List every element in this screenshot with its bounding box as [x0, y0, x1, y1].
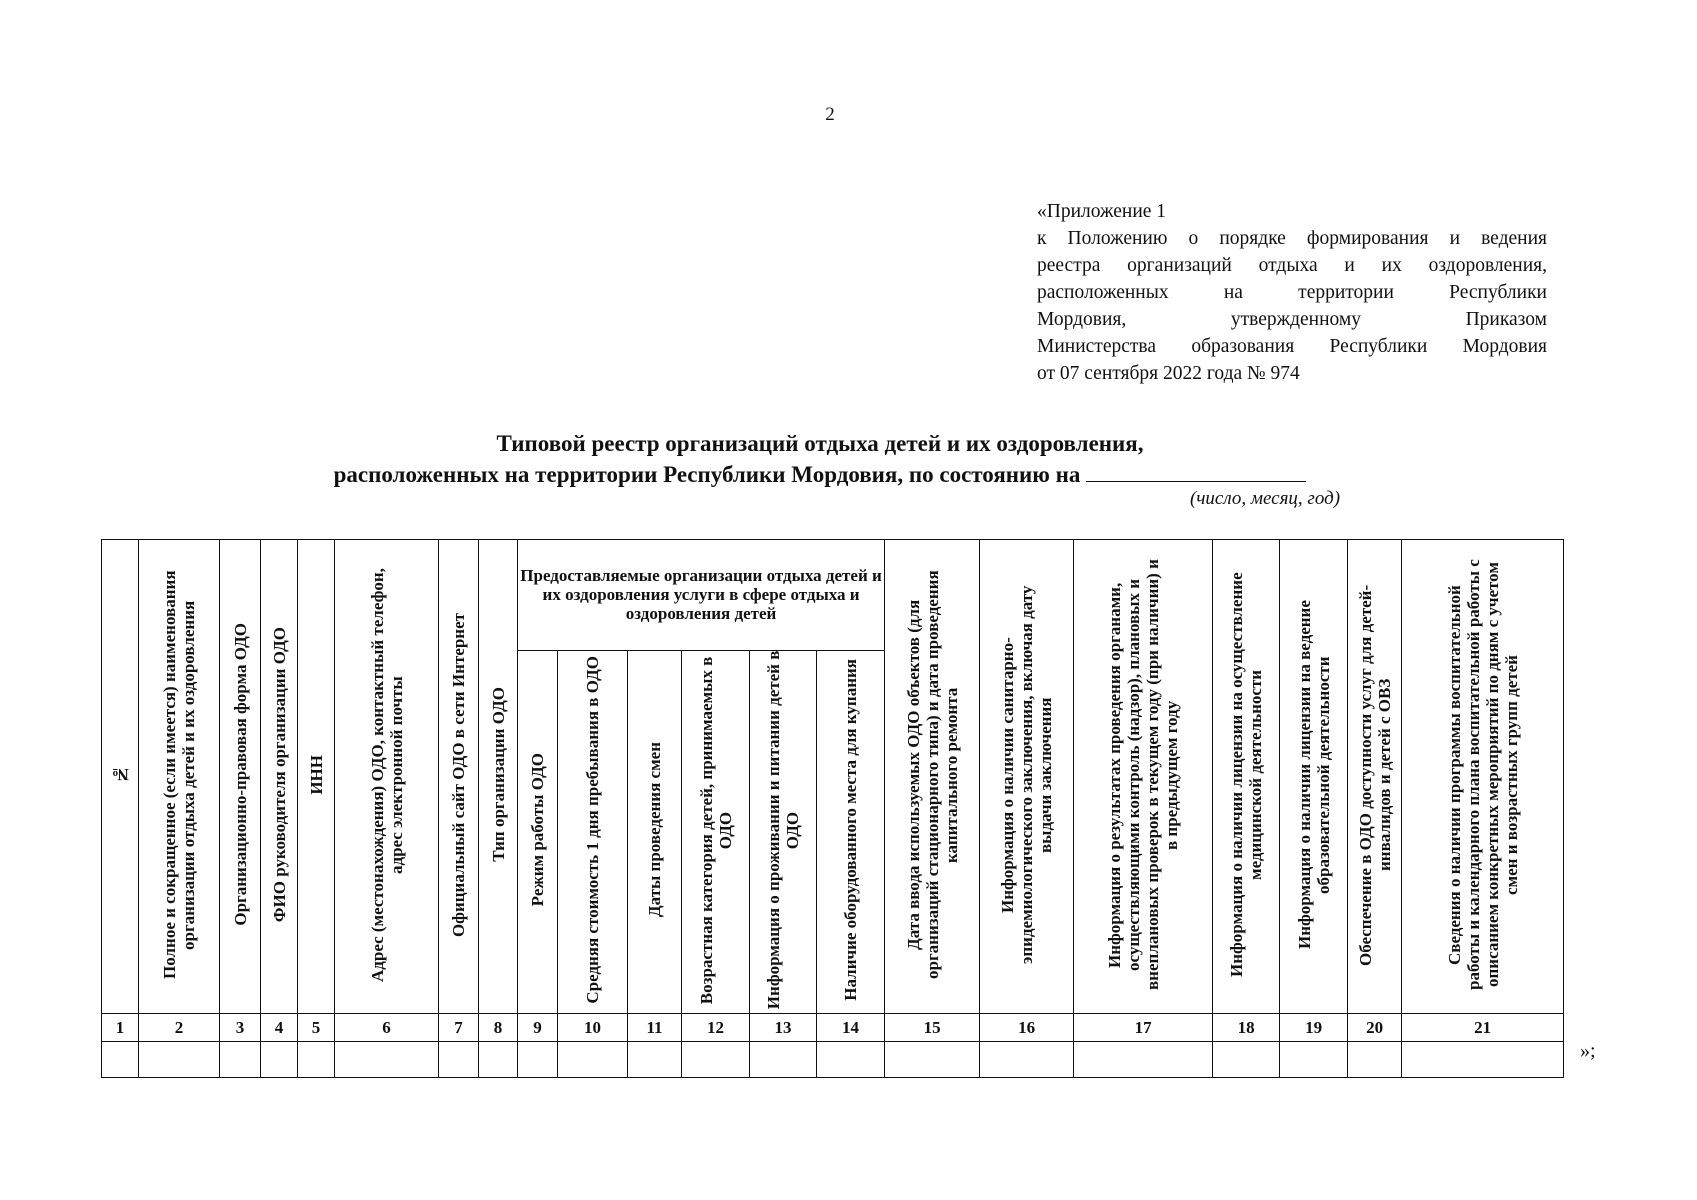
appendix-line: реестра организаций отдыха и их оздоровления, — [1037, 255, 1547, 276]
col-header-10: Средняя стоимость 1 дня пребывания в ОДО — [558, 650, 628, 1013]
col-header-18: Информация о наличии лицензии на осуществление медицинской деятельности — [1213, 540, 1280, 1014]
col-header-15: Дата ввода используемых ОДО объектов (для организаций стационарного типа) и дата проведения капитального ремонта — [885, 540, 980, 1014]
column-number: 17 — [1074, 1014, 1213, 1042]
empty-cell — [261, 1042, 298, 1078]
empty-cell — [139, 1042, 220, 1078]
column-number: 15 — [885, 1014, 980, 1042]
document-title — [230, 428, 1410, 490]
empty-cell — [817, 1042, 885, 1078]
empty-cell — [628, 1042, 682, 1078]
title-line-2-text: расположенных на территории Республики Мордовия, по состоянию на — [333, 462, 1081, 487]
title-line-2 — [230, 459, 1410, 490]
empty-cell — [335, 1042, 439, 1078]
empty-cell — [298, 1042, 335, 1078]
empty-data-row — [102, 1042, 1564, 1078]
col-header-12: Возрастная категория детей, принимаемых в ОДО — [682, 650, 750, 1013]
column-number: 5 — [298, 1014, 335, 1042]
column-number: 10 — [558, 1014, 628, 1042]
col-header-20: Обеспечение в ОДО доступности услуг для детей-инвалидов и детей с ОВЗ — [1348, 540, 1402, 1014]
date-blank — [1086, 461, 1306, 482]
group-header-services: Предоставляемые организации отдыха детей и их оздоровления услуги в сфере отдыха и оздоровления детей — [518, 540, 885, 651]
column-number: 16 — [980, 1014, 1074, 1042]
col-header-2: Полное и сокращенное (если имеется) наименования организации отдыха детей и их оздоровления — [139, 540, 220, 1014]
column-number: 13 — [750, 1014, 817, 1042]
column-number: 14 — [817, 1014, 885, 1042]
col-header-8: Тип организации ОДО — [479, 540, 518, 1014]
column-numbers-row — [102, 1014, 1564, 1042]
column-number: 8 — [479, 1014, 518, 1042]
appendix-line: Мордовия, утвержденному Приказом — [1037, 309, 1547, 330]
appendix-line: от 07 сентября 2022 года № 974 — [1037, 363, 1300, 384]
empty-cell — [1348, 1042, 1402, 1078]
column-number: 4 — [261, 1014, 298, 1042]
col-header-5: ИНН — [298, 540, 335, 1014]
empty-cell — [1074, 1042, 1213, 1078]
title-line-1: Типовой реестр организаций отдыха детей и их оздоровления, — [496, 431, 1144, 456]
date-hint: (число, месяц, год) — [1190, 488, 1341, 509]
col-header-13: Информация о проживании и питании детей в ОДО — [750, 650, 817, 1013]
column-number: 11 — [628, 1014, 682, 1042]
appendix-line: к Положению о порядке формирования и ведения — [1037, 228, 1547, 249]
column-number: 18 — [1213, 1014, 1280, 1042]
empty-cell — [479, 1042, 518, 1078]
empty-cell — [750, 1042, 817, 1078]
column-number: 19 — [1280, 1014, 1348, 1042]
column-number: 20 — [1348, 1014, 1402, 1042]
empty-cell — [439, 1042, 479, 1078]
col-header-1: № — [102, 540, 139, 1014]
appendix-line: Министерства образования Республики Мордовия — [1037, 336, 1547, 357]
col-header-9: Режим работы ОДО — [518, 650, 558, 1013]
col-header-6: Адрес (местонахождения) ОДО, контактный телефон, адрес электронной почты — [335, 540, 439, 1014]
column-number: 1 — [102, 1014, 139, 1042]
appendix-line: «Приложение 1 — [1037, 201, 1167, 222]
empty-cell — [682, 1042, 750, 1078]
col-header-4: ФИО руководителя организации ОДО — [261, 540, 298, 1014]
column-number: 7 — [439, 1014, 479, 1042]
col-header-7: Официальный сайт ОДО в сети Интернет — [439, 540, 479, 1014]
column-number: 6 — [335, 1014, 439, 1042]
empty-cell — [980, 1042, 1074, 1078]
empty-cell — [885, 1042, 980, 1078]
empty-cell — [1280, 1042, 1348, 1078]
col-header-19: Информация о наличии лицензии на ведение образовательной деятельности — [1280, 540, 1348, 1014]
appendix-block — [1037, 198, 1547, 387]
column-number: 9 — [518, 1014, 558, 1042]
col-header-17: Информация о результатах проведения органами, осуществляющими контроль (надзор), плановых и внеплановых проверок в текущем году (при наличии) и в предыдущем году — [1074, 540, 1213, 1014]
column-number: 3 — [220, 1014, 261, 1042]
empty-cell — [518, 1042, 558, 1078]
registry-table — [101, 539, 1564, 1078]
col-header-11: Даты проведения смен — [628, 650, 682, 1013]
column-number: 21 — [1402, 1014, 1564, 1042]
closing-quote-mark: »; — [1580, 1040, 1596, 1062]
col-header-14: Наличие оборудованного места для купания — [817, 650, 885, 1013]
empty-cell — [1402, 1042, 1564, 1078]
column-number: 2 — [139, 1014, 220, 1042]
column-number: 12 — [682, 1014, 750, 1042]
page-number: 2 — [825, 104, 835, 125]
col-header-3: Организационно-правовая форма ОДО — [220, 540, 261, 1014]
col-header-16: Информация о наличии санитарно-эпидемиологического заключения, включая дату выдачи заключения — [980, 540, 1074, 1014]
col-header-21: Сведения о наличии программы воспитательной работы и календарного плана воспитательной работы с описанием конкретных мероприятий по дням с учетом смен и возрастных групп детей — [1402, 540, 1564, 1014]
appendix-line: расположенных на территории Республики — [1037, 282, 1547, 303]
empty-cell — [220, 1042, 261, 1078]
empty-cell — [558, 1042, 628, 1078]
empty-cell — [1213, 1042, 1280, 1078]
empty-cell — [102, 1042, 139, 1078]
